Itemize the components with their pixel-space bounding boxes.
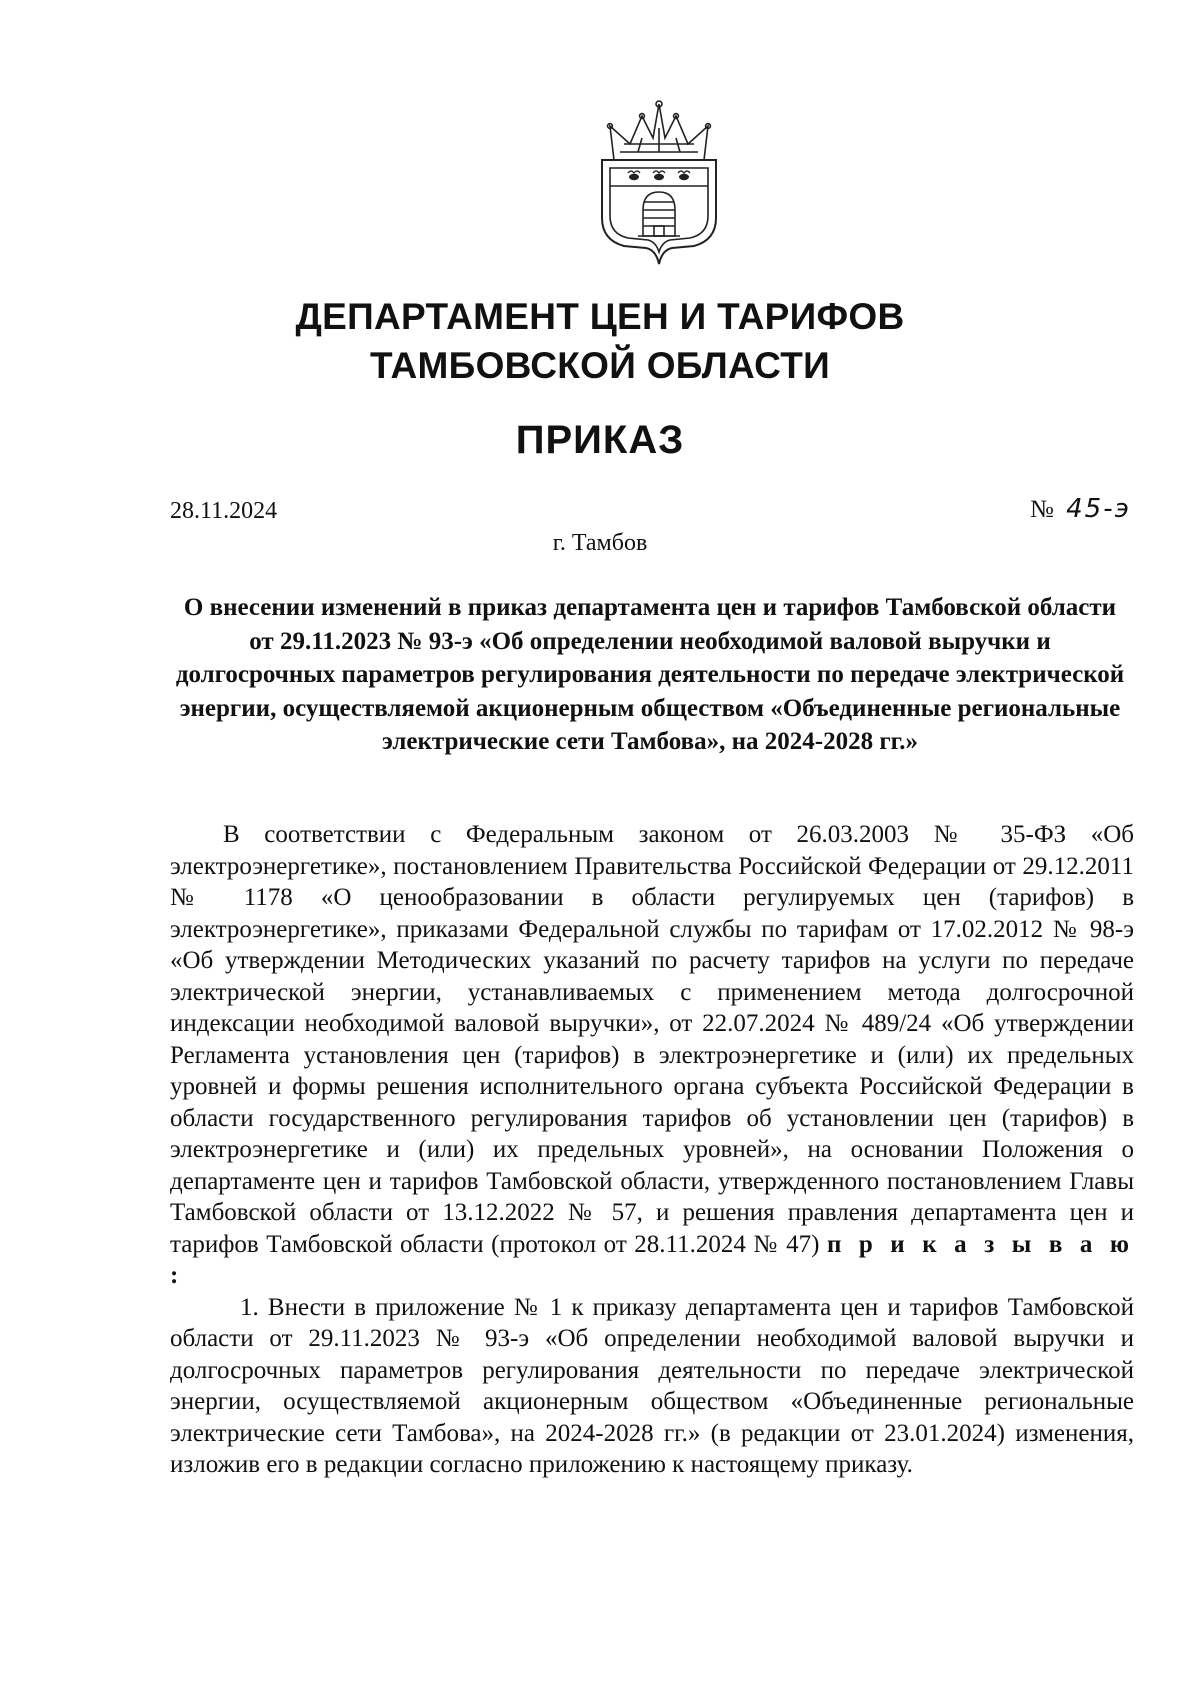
preamble-text: В соответствии с Федеральным законом от 26.03.2003 № 35-ФЗ «Об электроэнергетике», постановлением Правительства Российской Федерации от 29.12.2011 № 1178 «О ценообразовании в области регулируемых цен (тарифов) в электроэнергетике», приказами Федеральной службы по тарифам от 17.02.2012 № 98-э «Об утверждении Методических указаний по расчету тарифов на услуги по передаче электрической энергии, устанавливаемых с применением метода долгосрочной индексации необходимой валовой выручки», от 22.07.2024 № 489/24 «Об утверждении Регламента установления цен (тарифов) в электроэнергетике и (или) их предельных уровней и формы решения исполнительного органа субъекта Российской Федерации в области государственного регулирования тарифов об установлении цен (тарифов) в электроэнергетике и (или) их предельных уровней», на основании Положения о департаменте цен и тарифов Тамбовской области, утвержденного постановлением Главы Тамбовской области от 13.12.2022 № 57, и решения правления департамента цен и тарифов Тамбовской области (протокол от 28.11.2024 № 47)	[170, 821, 1134, 1258]
coat-of-arms-icon	[590, 98, 728, 268]
handwritten-number: 45-э	[1066, 494, 1131, 524]
organization-name	[0, 292, 1200, 390]
number-sign: №	[1030, 496, 1054, 523]
document-city: г. Тамбов	[552, 530, 648, 556]
document-subject: О внесении изменений в приказ департамента цен и тарифов Тамбовской области от 29.11.2023 № 93-э «Об определении необходимой валовой выручки и долгосрочных параметров регулирования деятельности по передаче электрической энергии, осуществляемой акционерным обществом «Объединенные региональные электрические сети Тамбова», на 2024-2028 гг.»	[175, 594, 1125, 755]
document-number	[1030, 494, 1131, 524]
organization-name-line-1: ДЕПАРТАМЕНТ ЦЕН И ТАРИФОВ	[295, 296, 905, 337]
preamble-paragraph	[170, 819, 1134, 1292]
organization-name-line-2: ТАМБОВСКОЙ ОБЛАСТИ	[369, 345, 831, 386]
order-word: п р и к а з ы в а ю :	[170, 1230, 1134, 1289]
document-date: 28.11.2024	[170, 498, 278, 524]
document-type-title: ПРИКАЗ	[515, 418, 685, 462]
document-body	[170, 819, 1134, 1481]
order-item-1: 1. Внести в приложение № 1 к приказу департамента цен и тарифов Тамбовской области от 29.11.2023 № 93-э «Об определении необходимой валовой выручки и долгосрочных параметров регулирования деятельности по передаче электрической энергии, осуществляемой акционерным обществом «Объединенные региональные электрические сети Тамбова», на 2024-2028 гг.» (в редакции от 23.01.2024) изменения, изложив его в редакции согласно приложению к настоящему приказу.	[170, 1293, 1134, 1478]
